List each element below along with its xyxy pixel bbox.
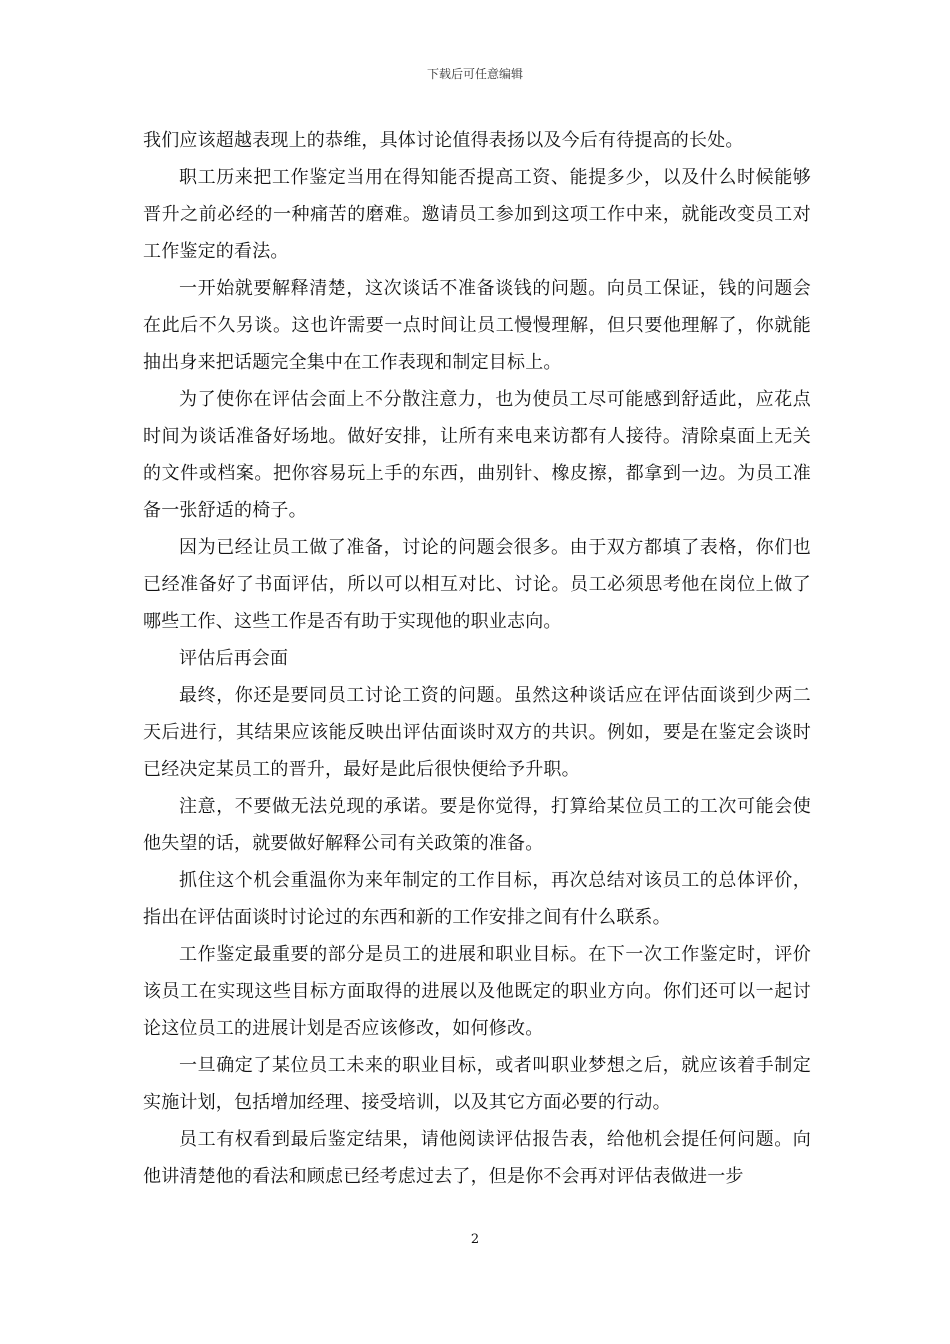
section-heading: 评估后再会面 <box>179 648 289 669</box>
paragraph: 因为已经让员工做了准备，讨论的问题会很多。由于双方都填了表格，你们也已经准备好了书面评估，所以可以相互对比、讨论。员工必须思考他在岗位上做了哪些工作、这些工作是否有助于实现他的职业志向。 <box>143 537 811 632</box>
page-header-note: 下载后可任意编辑 <box>426 67 523 81</box>
paragraph: 一开始就要解释清楚，这次谈话不准备谈钱的问题。向员工保证，钱的问题会在此后不久另谈。这也许需要一点时间让员工慢慢理解，但只要他理解了，你就能抽出身来把话题完全集中在工作表现和制定目标上。 <box>143 278 811 373</box>
paragraph: 为了使你在评估会面上不分散注意力，也为使员工尽可能感到舒适此，应花点时间为谈话准备好场地。做好安排，让所有来电来访都有人接待。清除桌面上无关的文件或档案。把你容易玩上手的东西，曲别针、橡皮擦，都拿到一边。为员工准备一张舒适的椅子。 <box>143 389 811 521</box>
paragraph: 注意，不要做无法兑现的承诺。要是你觉得，打算给某位员工的工次可能会使他失望的话，就要做好解释公司有关政策的准备。 <box>143 796 811 854</box>
paragraph: 职工历来把工作鉴定当用在得知能否提高工资、能提多少，以及什么时候能够晋升之前必经的一种痛苦的磨难。邀请员工参加到这项工作中来，就能改变员工对工作鉴定的看法。 <box>143 167 811 262</box>
paragraph: 员工有权看到最后鉴定结果，请他阅读评估报告表，给他机会提任何问题。向他讲清楚他的看法和顾虑已经考虑过去了，但是你不会再对评估表做进一步 <box>143 1129 811 1187</box>
paragraph: 最终，你还是要同员工讨论工资的问题。虽然这种谈话应在评估面谈到少两二天后进行，其结果应该能反映出评估面谈时双方的共识。例如，要是在鉴定会谈时已经决定某员工的晋升，最好是此后很快便给予升职。 <box>143 685 811 780</box>
paragraph: 抓住这个机会重温你为来年制定的工作目标，再次总结对该员工的总体评价，指出在评估面谈时讨论过的东西和新的工作安排之间有什么联系。 <box>143 870 811 928</box>
paragraph: 工作鉴定最重要的部分是员工的进展和职业目标。在下一次工作鉴定时，评价该员工在实现这些目标方面取得的进展以及他既定的职业方向。你们还可以一起讨论这位员工的进展计划是否应该修改，如何修改。 <box>143 944 811 1039</box>
paragraph-continuation: 我们应该超越表现上的恭维，具体讨论值得表扬以及今后有待提高的长处。 <box>143 130 744 151</box>
paragraph: 一旦确定了某位员工未来的职业目标，或者叫职业梦想之后，就应该着手制定实施计划，包括增加经理、接受培训，以及其它方面必要的行动。 <box>143 1055 811 1113</box>
document-body <box>143 122 811 1195</box>
page-number: 2 <box>470 1232 480 1247</box>
